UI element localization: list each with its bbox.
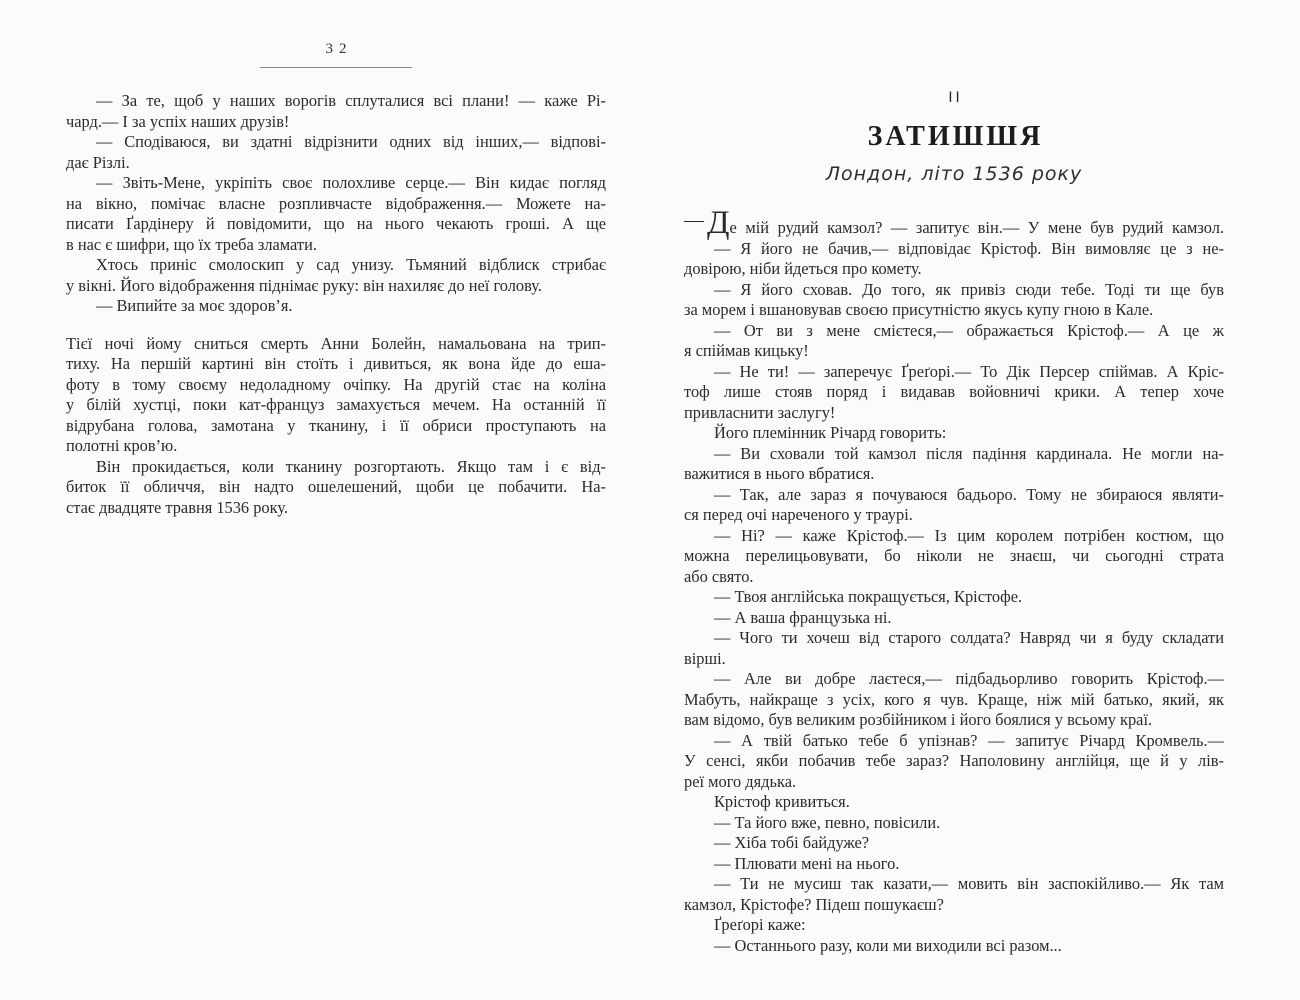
paragraph — [66, 457, 606, 519]
paragraph — [66, 255, 606, 296]
text-line: камзол, Крістофе? Підеш пошукаєш? — [684, 894, 944, 914]
text-line: — Останнього разу, коли ми виходили всі разом... — [714, 935, 1062, 955]
text-line: — Я його не бачив,— відповідає Крістоф. Він вимовляє це з не- — [714, 238, 1224, 258]
text-line: відрубана голова, замотана у тканину, і її обриси проступають на — [66, 415, 606, 435]
text-line: Тієї ночі йому сниться смерть Анни Болейн, намальована на трип- — [66, 333, 606, 353]
text-line: — Ти не мусиш так казати,— мовить він заспокійливо.— Як там — [714, 874, 1224, 893]
text-line: Крістоф кривиться. — [714, 792, 850, 811]
text-line: У сенсі, якби побачив тебе зараз? Наполовину англійця, ще й у лів- — [684, 751, 1224, 770]
page-number: 32 — [325, 41, 353, 57]
text-line: довірою, ніби йдеться про комету. — [684, 259, 922, 278]
text-line: чард.— І за успіх наших друзів! — [66, 111, 290, 131]
text-line: Мабуть, найкраще з усіх, кого я чув. Краще, ніж мій батько, який, як — [684, 689, 1224, 709]
text-line: — Випийте за моє здоров’я. — [96, 296, 293, 315]
text-line: — От ви з мене смієтеся,— ображається Крістоф.— А це ж — [714, 320, 1224, 340]
opening-paragraph — [684, 205, 1224, 241]
paragraph — [684, 813, 1224, 834]
text-line: — За те, щоб у наших ворогів сплуталися всі плани! — каже Рі- — [96, 91, 606, 110]
chapter-subtitle: Лондон, літо 1536 року — [825, 163, 1083, 185]
text-line: або свято. — [684, 566, 754, 586]
paragraph — [684, 321, 1224, 362]
paragraph — [66, 132, 606, 173]
paragraph — [684, 526, 1224, 588]
text-line: у вікні. Його відображення піднімає руку: він нахиляє до неї голову. — [66, 275, 542, 295]
text-line: реї мого дядька. — [684, 771, 797, 791]
paragraph — [684, 915, 1224, 936]
text-line: — Але ви добре лаєтеся,— підбадьорливо говорить Крістоф.— — [714, 669, 1224, 688]
paragraph — [684, 874, 1224, 915]
paragraph — [684, 608, 1224, 629]
text-line: я спіймав кицьку! — [684, 341, 809, 360]
text-line: у білій хустці, поки кат-француз замахується мечем. На останній її — [66, 395, 606, 414]
text-line: — Я його сховав. До того, як привіз сюди тебе. Тоді ти ще був — [714, 279, 1224, 299]
right-page-text — [684, 205, 1224, 956]
text-line: Він прокидається, коли тканину розгортають. Якщо там і є від- — [96, 456, 606, 476]
text-line: ся перед очі нареченого у траурі. — [684, 505, 913, 524]
right-page-paragraphs — [684, 239, 1224, 957]
paragraph — [684, 792, 1224, 813]
text-line: Його племінник Річард говорить: — [714, 423, 947, 442]
paragraph — [684, 854, 1224, 875]
text-line: фоту в тому своєму недоладному очіпку. На другій стає на коліна — [66, 374, 606, 394]
text-line: можна перелицьовувати, бо ніколи не знаєш, чи сьогодні страта — [684, 546, 1224, 565]
text-line: — Плювати мені на нього. — [714, 853, 900, 873]
paragraph — [684, 423, 1224, 444]
text-line: Ґреґорі каже: — [714, 915, 806, 934]
paragraph — [684, 669, 1224, 731]
text-line: — Твоя англійська покращується, Крістофе. — [714, 587, 1023, 606]
text-line: полотні кров’ю. — [66, 436, 178, 455]
paragraph — [684, 731, 1224, 793]
text-line: — А твій батько тебе б упізнав? — запитує Річард Кромвель.— — [714, 730, 1224, 750]
paragraph — [684, 628, 1224, 669]
text-line: — Хіба тобі байдуже? — [714, 833, 870, 852]
text-line: — Чого ти хочеш від старого солдата? Навряд чи я буду складати — [714, 628, 1224, 647]
text-line: — Так, але зараз я почуваюся бадьоро. Тому не збираюся являти- — [714, 484, 1224, 504]
paragraph — [684, 485, 1224, 526]
paragraph — [684, 587, 1224, 608]
paragraph — [66, 296, 606, 317]
left-page-text — [66, 91, 606, 518]
drop-cap: Д — [707, 205, 730, 241]
text-line: биток її обличчя, він надто ошелешений, щоби це побачити. На- — [66, 477, 606, 496]
paragraph — [684, 444, 1224, 485]
chapter-number: II — [948, 90, 963, 106]
text-line: — Сподіваюся, ви здатні відрізнити одних від інших,— відпові- — [96, 132, 606, 151]
text-line: в нас є шифри, що їх треба зламати. — [66, 234, 317, 254]
text-line: — А ваша французька ні. — [714, 607, 892, 627]
text-line: — Звіть-Мене, укріпіть своє полохливе серце.— Він кидає погляд — [96, 173, 606, 192]
right-page — [684, 90, 1224, 956]
text-line: привласнити заслугу! — [684, 402, 836, 422]
text-line: писати Ґардінеру й повідомити, що на нього чекають гроші. А ще — [66, 214, 606, 233]
text-line: за морем і вшановував своєю присутністю якусь купу гною в Кале. — [684, 300, 1154, 319]
opening-dash: — — [684, 209, 704, 231]
text-line: стає двадцяте травня 1536 року. — [66, 497, 289, 517]
folio-rule — [260, 67, 412, 68]
text-line: важитися в нього вбратися. — [684, 464, 875, 483]
text-line: вірші. — [684, 648, 726, 668]
opening-text: е мій рудий камзол? — запитує він.— У мене був рудий камзол. — [729, 218, 1224, 237]
text-line: тоф лише стояв поряд і видавав войовничі крики. А тепер хоче — [684, 382, 1224, 401]
text-line: — Не ти! — заперечує Ґреґорі.— То Дік Персер спіймав. А Кріс- — [714, 361, 1224, 381]
text-line: — Ні? — каже Крістоф.— Із цим королем потрібен костюм, що — [714, 525, 1224, 545]
text-line: дає Різлі. — [66, 152, 130, 172]
text-line: — Ви сховали той камзол після падіння кардинала. Не могли на- — [714, 443, 1224, 463]
text-line: тиху. На першій картині він стоїть і дивиться, як вона йде до еша- — [66, 354, 606, 373]
paragraph — [684, 833, 1224, 854]
paragraph — [684, 280, 1224, 321]
text-line: Хтось приніс смолоскип у сад унизу. Тьмяний відблиск стрибає — [96, 255, 606, 274]
folio-wrap — [66, 40, 606, 68]
paragraph — [684, 239, 1224, 280]
left-page — [66, 40, 606, 518]
text-line: на вікно, помічає власне розпливчасте відображення.— Можете на- — [66, 193, 606, 213]
paragraph — [684, 362, 1224, 424]
chapter-title: ЗАТИШШЯ — [867, 121, 1044, 152]
text-line: — Та його вже, певно, повісили. — [714, 812, 941, 832]
paragraph — [684, 936, 1224, 957]
paragraph — [66, 173, 606, 255]
text-line: вам відомо, був великим розбійником і його боялися у всьому краї. — [684, 710, 1153, 729]
paragraph — [66, 91, 606, 132]
paragraph — [66, 334, 606, 457]
